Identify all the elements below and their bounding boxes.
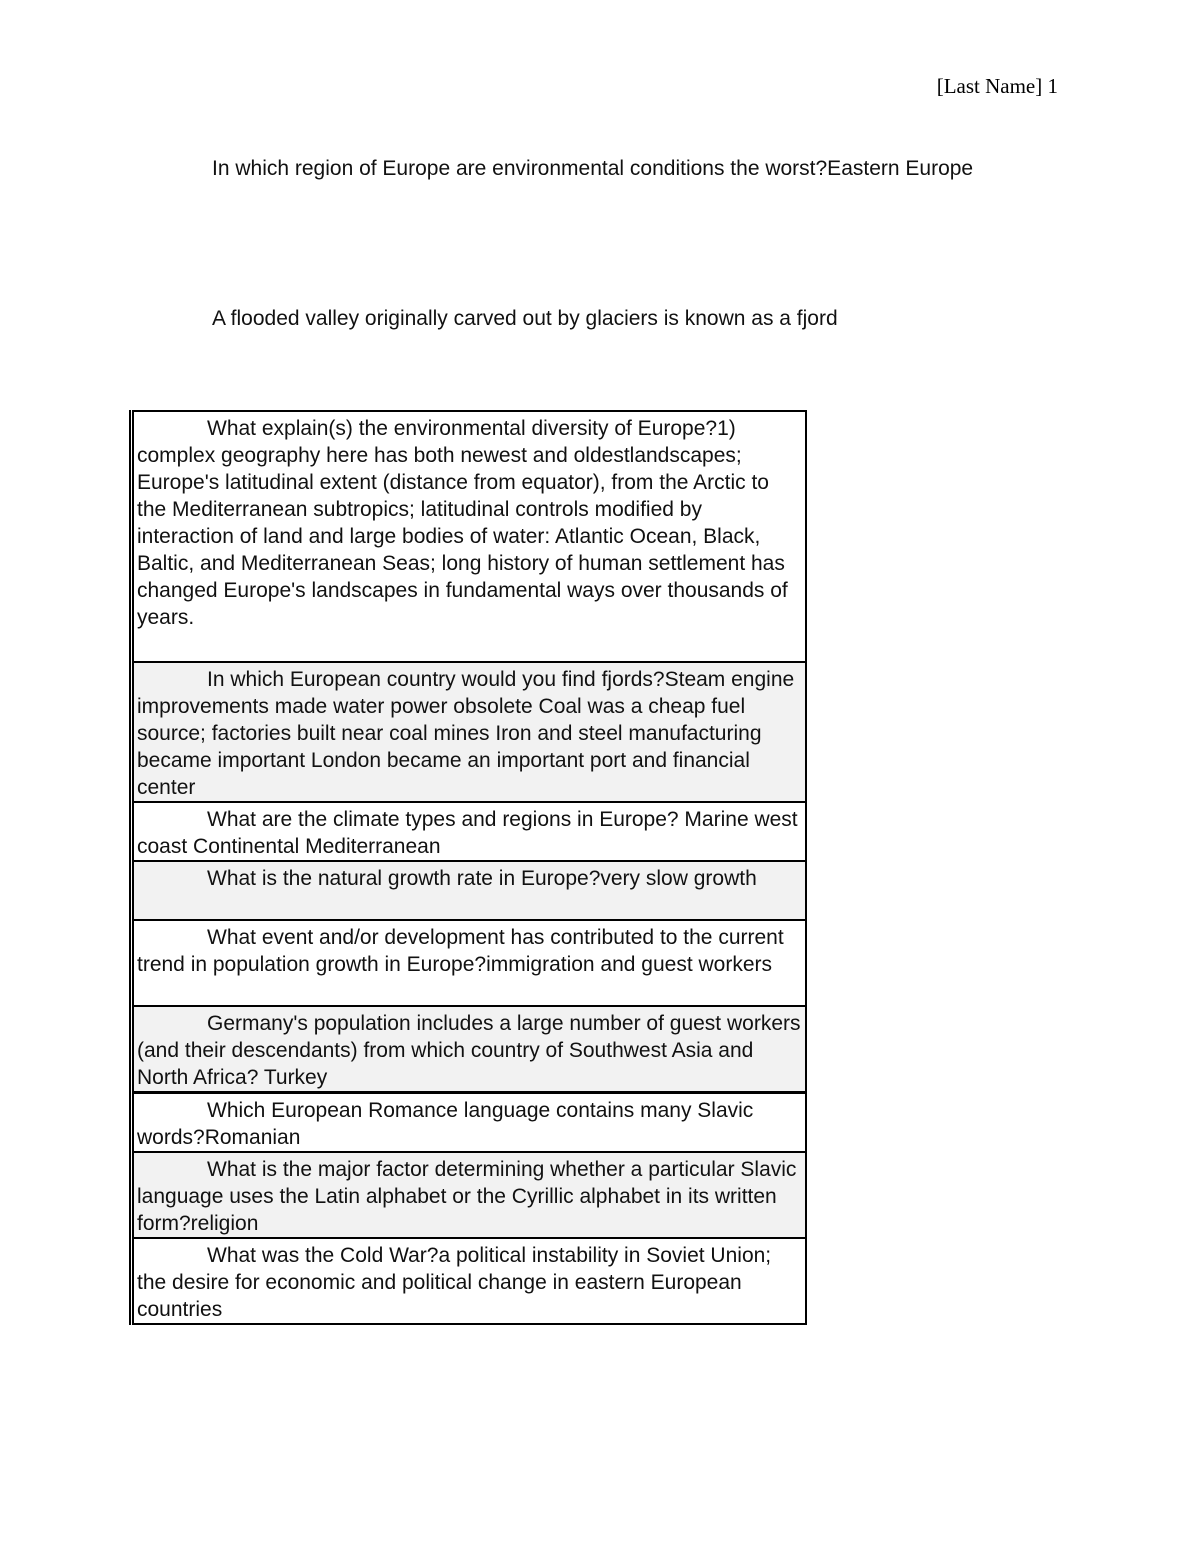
table-row [132, 861, 807, 920]
table-row [132, 411, 807, 662]
table-row [132, 1093, 807, 1153]
table-cell: What was the Cold War?a political instability in Soviet Union; the desire for economic and political change in eastern European countries [132, 1238, 807, 1324]
table-cell: What is the natural growth rate in Europe?very slow growth [132, 861, 807, 920]
running-head: [Last Name] 1 [936, 74, 1058, 98]
table-row [132, 662, 807, 802]
table-row [132, 1152, 807, 1238]
table-cell: What are the climate types and regions in Europe? Marine west coast Continental Mediterranean [132, 802, 807, 861]
table-cell: What is the major factor determining whether a particular Slavic language uses the Latin alphabet or the Cyrillic alphabet in its written form?religion [132, 1152, 807, 1238]
table-cell: In which European country would you find fjords?Steam engine improvements made water power obsolete Coal was a cheap fuel source; factories built near coal mines Iron and steel manufacturing became important London became an important port and financial center [132, 662, 807, 802]
table-row [132, 920, 807, 1006]
table-row [132, 1238, 807, 1324]
table-cell: What event and/or development has contributed to the current trend in population growth in Europe?immigration and guest workers [132, 920, 807, 1006]
table-cell: Which European Romance language contains many Slavic words?Romanian [132, 1093, 807, 1153]
table-cell: Germany's population includes a large number of guest workers (and their descendants) from which country of Southwest Asia and North Africa? Turkey [132, 1006, 807, 1093]
paragraph-fjord: A flooded valley originally carved out by glaciers is known as a fjord [212, 307, 838, 330]
qa-table [129, 410, 807, 1325]
paragraph-worst-region: In which region of Europe are environmental conditions the worst?Eastern Europe [212, 157, 974, 180]
table-row [132, 802, 807, 861]
table-row [132, 1006, 807, 1093]
table-cell: What explain(s) the environmental diversity of Europe?1) complex geography here has both newest and oldestlandscapes; Europe's latitudinal extent (distance from equator), from the Arctic to the Mediterranean subtropics; latitudinal controls modified by interaction of land and large bodies of water: Atlantic Ocean, Black, Baltic, and Mediterranean Seas; long history of human settlement has changed Europe's landscapes in fundamental ways over thousands of years. [132, 411, 807, 662]
